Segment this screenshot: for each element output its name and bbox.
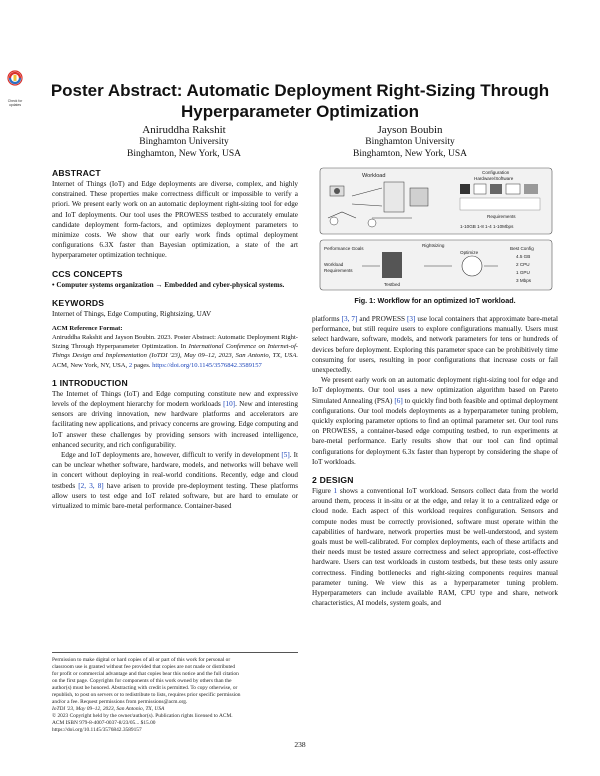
author-affiliation: Binghamton University (365, 137, 455, 147)
hardware-software-label: Hardware/Software (474, 176, 514, 181)
body-text: to quickly find both feasible and optimal deployment configurations. Our tool models deployments as a hyperparameter tuning problem, quickly exploring parameter options to find an optimal parameter set. Our tool runs on PROWESS, a container-based edge computing testbed, to run experiments at bare-metal performance. Early results show that our tool can find optimal configurations for deployment 6.3x faster than hyperopt by considering the shape of IoT workloads. (312, 396, 558, 466)
footnote-line: © 2023 Copyright held by the owner/author(s). Publication rights licensed to ACM. (52, 713, 233, 719)
body-text: Figure (312, 487, 334, 496)
paper-title-line-2: Hyperparameter Optimization (180, 102, 420, 121)
intro-text: . New and interesting sensors are driving innovation, new hardware platforms and accelerators are facilitating new applications, and privacy concerns are growing. Edge computing and IoT answer these challenges by providing sensors with increased intelligence, enhanced security, and rich configurability. (52, 400, 298, 449)
chip-icon (460, 184, 470, 194)
best-config-cpu: 2 CPU (516, 262, 530, 267)
design-heading: 2 DESIGN (312, 475, 354, 486)
best-config-label: Best Config (510, 246, 534, 251)
optimize-label: Optimize (460, 250, 479, 255)
workflow-diagram (312, 166, 558, 292)
camera-lens-icon (334, 188, 340, 194)
citation-link[interactable]: [2, 3, 8] (78, 481, 104, 490)
right-paragraph-1 (312, 314, 558, 375)
intro-text: . It can be unclear whether software, hardware, models, and networks will behave well in concert without deploying in real-world conditions. Recently, edge and cloud testbeds (52, 451, 298, 490)
citation-link[interactable]: [3, 7] (341, 315, 358, 323)
abstract-heading: ABSTRACT (52, 168, 101, 178)
body-text: platforms (312, 315, 342, 323)
ccs-text: • Computer systems organization → Embedded and cyber-physical systems. (52, 280, 285, 289)
intro-paragraph-1 (52, 389, 298, 450)
author-block-2 (310, 124, 510, 160)
citation-link[interactable]: [5] (281, 451, 290, 460)
best-config-network: 3 Mbps (516, 278, 532, 283)
footnote-line: https://doi.org/10.1145/3576842.3589157 (52, 727, 142, 733)
acm-reference-heading: ACM Reference Format: (52, 325, 123, 333)
body-text: and PROWESS (357, 315, 407, 323)
paper-title (40, 80, 560, 122)
footnote-line: and/or a fee. Request permissions from permissions@acm.org. (52, 699, 188, 705)
intro-text: have arisen to provide pre-deployment testing. These platforms allow users to test edge and IoT related software, but are hard to emulate or virtualized to mimic bare-metal performance. Container-based (52, 481, 299, 511)
rightsizing-label: Rightsizing (422, 243, 445, 248)
acm-reference-authors: Aniruddha Rakshit and Jayson Boubin. 2023. Poster Abstract: Automatic Deployment Right-Sizing Through Hyperparameter Optimization. In (52, 334, 298, 351)
acm-reference-venue: International Conference on Internet-of-Things Design and Implementation (IoTDI '23), May 09–12, 2023, San Antonio, TX, USA. (52, 343, 298, 360)
acm-reference-text (52, 333, 298, 370)
figure-reference-link[interactable]: 1 (333, 487, 338, 496)
testbed-label: Testbed (384, 282, 401, 287)
intro-text: The Internet of Things (IoT) and Edge computing constitute new and expressive levels of the deployment hierarchy for modern workloads (52, 389, 298, 409)
left-column (52, 168, 298, 511)
requirements-values: 1-10GB 1-8 1-4 1-10Mbps (460, 224, 514, 229)
body-text: use local containers that approximate bare-metal performance, but still require users to explore configurations manually. Users must select hardware, software, models, and network parameters for tens or hundreds of devices before deployment. Exploring this parameter space can be prohibitively time consuming for users, resulting in poor configurations that increase costs or fail unexpectedly. (312, 315, 558, 375)
footnote-line: Permission to make digital or hard copies of all or part of this work for personal or (52, 657, 231, 663)
optimize-icon (462, 256, 482, 276)
author-location: Binghamton, New York, USA (352, 148, 467, 159)
citation-link[interactable]: [6] (394, 396, 403, 405)
keywords-text: Internet of Things, Edge Computing, Rightsizing, UAV (52, 309, 212, 318)
footnote-line: IoTDI '23, May 09–12, 2023, San Antonio, TX, USA (52, 706, 165, 712)
server-icon (410, 188, 428, 206)
storage-icon (524, 184, 538, 194)
acm-reference-rest: ACM, New York, NY, USA, (52, 361, 129, 369)
author-name: Jayson Boubin (377, 124, 443, 136)
page-number: 238 (294, 740, 306, 749)
abstract-text: Internet of Things (IoT) and Edge deployments are diverse, complex, and highly constrained. These properties make correctness difficult or impossible to verify a priori. We present early work on an automatic deployment right-sizing tool for edge and IoT deployments. Our tool uses the PROWESS testbed to accurately emulate candidate deployment form-factors, and optimizes deployment parameters to minimize costs. We show that our early work finds optimal deployment configurations 6.3X faster than Bayesian optimization, a state of the art hyperparameter optimization technique. (52, 180, 298, 260)
software-row (460, 198, 540, 210)
workload-label: Workload (362, 173, 386, 179)
author-name: Aniruddha Rakshit (142, 124, 226, 136)
right-column (312, 314, 558, 608)
check-for-updates-label: Check for updates (7, 99, 23, 107)
best-config-ram: 4.5 GB (516, 254, 531, 259)
design-paragraph (312, 486, 558, 608)
copyright-footnote (52, 652, 298, 734)
intro-heading: 1 INTRODUCTION (52, 377, 128, 388)
body-text: We present early work on an automatic deployment right-sizing tool for edge and IoT deployments. Our tool uses a new optimization algorithm based on Pareto Simulated Annealing (PSA) (312, 376, 558, 405)
intro-paragraph-2 (52, 450, 298, 511)
workload-requirements-label-2: Requirements (324, 268, 353, 273)
performance-goals-label: Performance Goals (324, 246, 364, 251)
footnote-line: classroom use is granted without fee provided that copies are not made or distributed (52, 664, 236, 670)
requirements-label: Requirements (487, 214, 516, 219)
author-location: Binghamton, New York, USA (126, 148, 241, 159)
workload-requirements-label: Workload (324, 262, 344, 267)
edge-device-icon (384, 182, 404, 212)
acm-reference-doi-link[interactable]: https://doi.org/10.1145/3576842.3589157 (152, 361, 262, 369)
ccs-heading: CCS CONCEPTS (52, 268, 123, 279)
check-for-updates-icon (6, 70, 24, 94)
testbed-icon (382, 252, 402, 278)
footnote-line: republish, to post on servers or to redistribute to lists, requires prior specific permission (52, 692, 241, 698)
gpu-icon (490, 184, 502, 194)
keywords-heading: KEYWORDS (52, 297, 105, 308)
intro-text: Edge and IoT deployments are, however, difficult to verify in development (61, 451, 282, 460)
workflow-figure (312, 166, 558, 292)
body-text: shows a conventional IoT workload. Sensors collect data from the world around them, process it in-situ or at the edge, and relay it to a centralized edge or cloud node. Each aspect of this workload requires configuration. Sensors and compute nodes must be correctly provisioned, software must operate within the capabilities of hardware, network properties must be well-understood, and system goals must be well-calibrated. For complex deployments, each of these artifacts and their needs must be tested assure correctness and select appropriate, cost-effective hardware. Users can test workloads in custom testbeds, but these tests only assure correctness. Finding bottlenecks and right-sizing components requires manual parameter tuning. We view this as a hyperparameter tuning problem. Hyperparameters can include available RAM, CPU type and share, network characteristics, AI models, system goals, and (312, 487, 558, 608)
drone-icon (330, 217, 338, 225)
paper-title-line-1: Poster Abstract: Automatic Deployment Right-Sizing Through (50, 81, 550, 100)
citation-link[interactable]: [10] (223, 400, 236, 409)
author-block-1 (84, 124, 284, 160)
footnote-line: author(s) must be honored. Abstracting with credit is permitted. To copy otherwise, or (52, 685, 238, 691)
best-config-gpu: 1 GPU (516, 270, 530, 275)
configuration-label: Configuration (482, 170, 510, 175)
acm-reference-pages-link[interactable]: 2 (128, 361, 133, 369)
board-icon (474, 184, 486, 194)
footnote-line: for profit or commercial advantage and that copies bear this notice and the full citation (52, 671, 239, 677)
footnote-line: on the first page. Copyrights for components of this work owned by others than the (52, 678, 232, 684)
footnote-line: ACM ISBN 979-8-4007-0037-8/23/05... $15.00 (52, 720, 156, 726)
acm-reference-pages-suffix: pages. (132, 361, 153, 369)
network-card-icon (506, 184, 520, 194)
citation-link[interactable]: [3] (406, 315, 416, 323)
figure-caption: Fig. 1: Workflow for an optimized IoT workload. (354, 296, 516, 305)
check-for-updates-badge[interactable] (6, 70, 24, 107)
right-paragraph-2 (312, 375, 558, 467)
drone-icon (368, 219, 376, 227)
author-affiliation: Binghamton University (139, 137, 229, 147)
